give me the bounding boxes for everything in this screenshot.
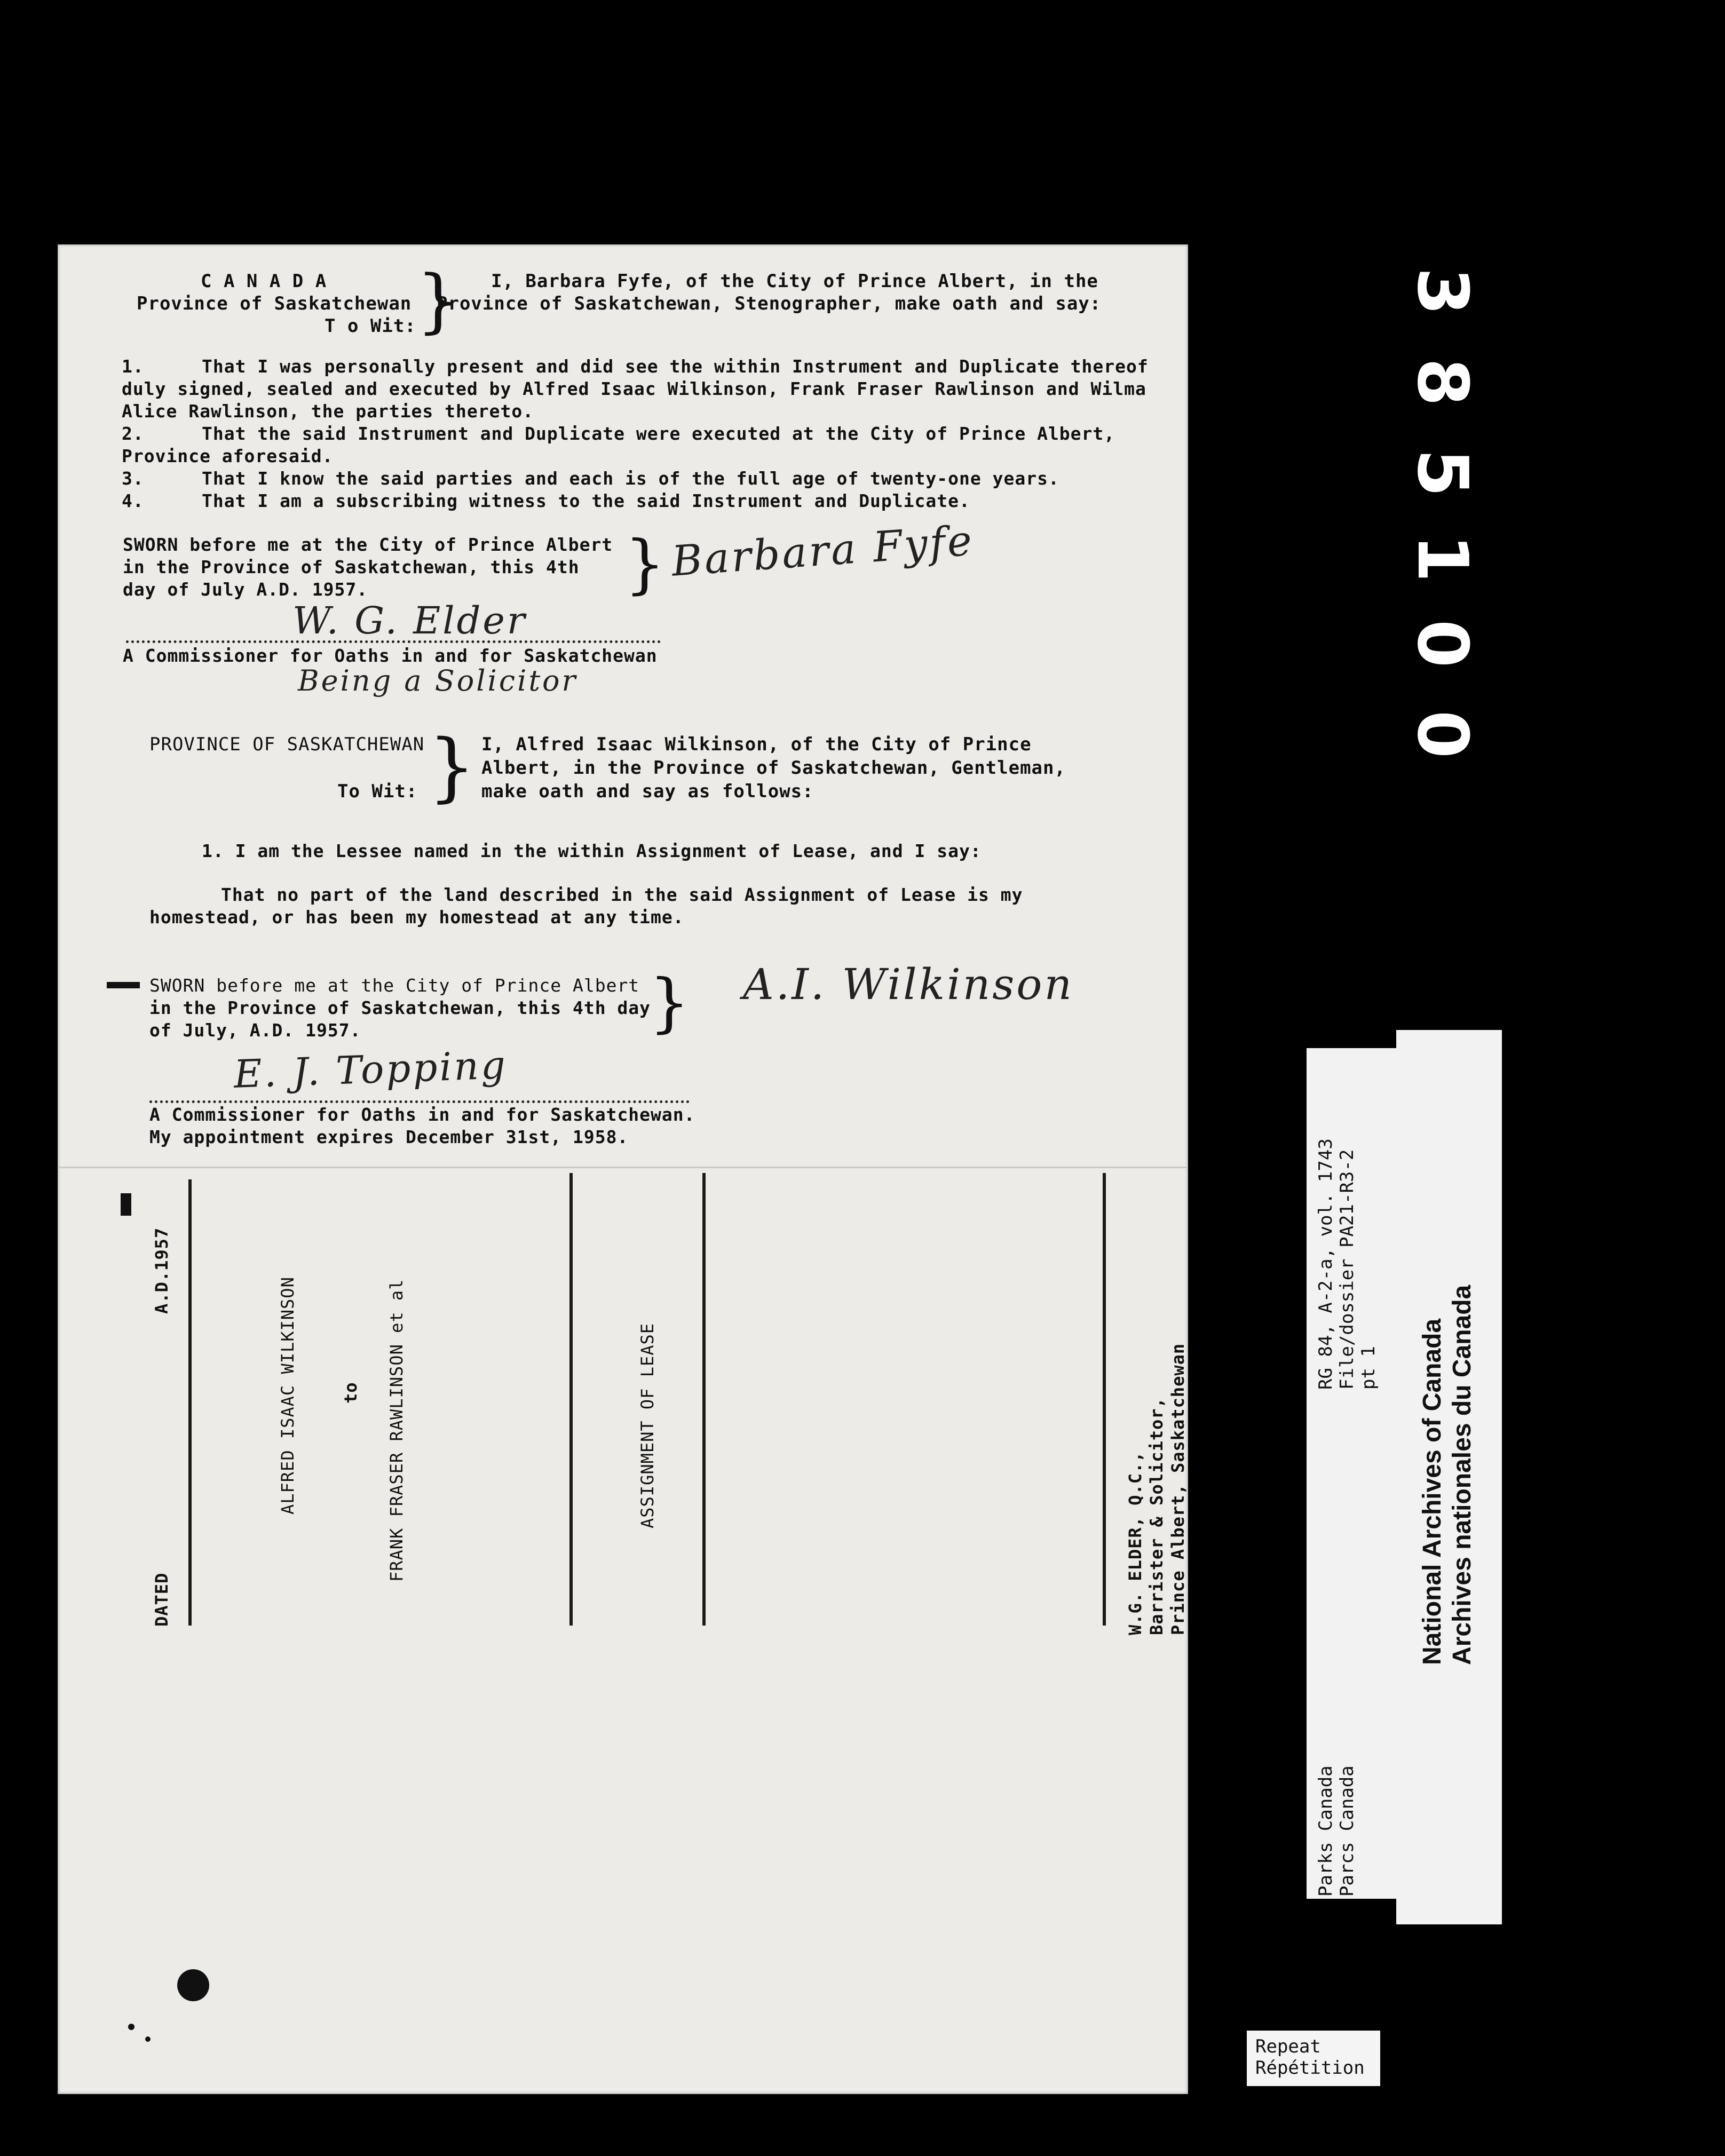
jurat-line: in the Province of Saskatchewan, this 4th day <box>149 997 651 1018</box>
ink-spot <box>128 2024 134 2030</box>
item-number: 4. <box>122 490 144 511</box>
commissioner-line: A Commissioner for Oaths in and for Saskatchewan. <box>149 1104 695 1125</box>
brace: } <box>428 724 476 811</box>
commissioner-signature: W. G. Elder <box>292 599 527 643</box>
handwritten-note: Being a Solicitor <box>298 664 578 697</box>
commissioner-signature: E. J. Topping <box>233 1042 509 1097</box>
item-text: That I know the said parties and each is of the full age of twenty-one years. <box>202 468 1059 489</box>
backer-party-2: FRANK FRASER RAWLINSON et al <box>386 1279 407 1582</box>
repeat-label <box>1247 2031 1380 2086</box>
frame-digit: 0 <box>1402 619 1483 668</box>
column-rule <box>1103 1173 1106 1626</box>
frame-digit: 8 <box>1402 358 1483 407</box>
affidavit-document <box>58 244 1188 2094</box>
backer-year: A.D.1957 <box>152 1227 172 1314</box>
margin-mark <box>121 1193 131 1216</box>
agency-line: Parcs Canada <box>1336 1765 1358 1897</box>
brace: } <box>624 527 666 601</box>
deponent-line: I, Alfred Isaac Wilkinson, of the City of Prince <box>481 734 1032 755</box>
frame-digit: 3 <box>1402 267 1483 316</box>
nac-line: Archives nationales du Canada <box>1448 1285 1476 1665</box>
backer-to: to <box>341 1382 361 1404</box>
backer-solicitor-line: Prince Albert, Saskatchewan <box>1168 1343 1188 1635</box>
jurisdiction-country: C A N A D A <box>201 271 327 292</box>
reference-line: File/dossier PA21-R3-2 <box>1336 1149 1358 1390</box>
commissioner-line: A Commissioner for Oaths in and for Saskatchewan <box>123 645 658 666</box>
column-rule <box>188 1179 192 1626</box>
item-text: That I am a subscribing witness to the said Instrument and Duplicate. <box>202 490 970 511</box>
backer-dated: DATED <box>152 1572 172 1627</box>
item-text: 1. I am the Lessee named in the within Assignment of Lease, and I say: <box>202 841 982 861</box>
item-text: That I was personally present and did see the within Instrument and Duplicate thereof <box>202 356 1149 377</box>
ink-spot <box>145 2036 151 2042</box>
fold-line <box>58 1167 1188 1168</box>
item-text: That the said Instrument and Duplicate were executed at the City of Prince Albert, <box>202 423 1115 444</box>
frame-digit: 5 <box>1402 448 1483 497</box>
reference-line: RG 84, A-2-a, vol. 1743 <box>1315 1138 1336 1390</box>
jurat-line: of July, A.D. 1957. <box>149 1020 361 1041</box>
repeat-text-fr: Répétition <box>1255 2057 1365 2079</box>
archive-reference-label <box>1307 1048 1396 1899</box>
margin-mark <box>107 982 140 988</box>
backer-document-title: ASSIGNMENT OF LEASE <box>637 1322 658 1528</box>
commissioner-expiry: My appointment expires December 31st, 1958. <box>149 1127 629 1147</box>
frame-digit: 1 <box>1402 534 1483 583</box>
repeat-text: Repeat <box>1255 2036 1321 2057</box>
paragraph-line: That no part of the land described in the said Assignment of Lease is my <box>221 884 1023 905</box>
deponent-line: Albert, in the Province of Saskatchewan, Gentleman, <box>481 757 1066 779</box>
to-wit: To Wit: <box>337 781 418 802</box>
item-number: 3. <box>122 468 144 489</box>
item-text: duly signed, sealed and executed by Alfred Isaac Wilkinson, Frank Fraser Rawlinson and Wilma <box>122 378 1146 399</box>
deponent-line: make oath and say as follows: <box>481 781 814 802</box>
deponent-line-2: Province of Saskatchewan, Stenographer, make oath and say: <box>437 293 1102 314</box>
item-number: 2. <box>122 423 144 444</box>
item-text: Alice Rawlinson, the parties thereto. <box>122 401 534 422</box>
column-rule <box>702 1173 706 1626</box>
backer-party-1: ALFRED ISAAC WILKINSON <box>278 1277 298 1515</box>
item-number: 1. <box>122 356 144 377</box>
deponent-line-1: I, Barbara Fyfe, of the City of Prince Albert, in the <box>491 271 1098 292</box>
deponent-signature: Barbara Fyfe <box>670 517 976 586</box>
backer-solicitor-line: W.G. ELDER, Q.C., <box>1125 1451 1145 1635</box>
nac-line: National Archives of Canada <box>1418 1318 1446 1665</box>
backer-solicitor-line: Barrister & Solicitor, <box>1146 1397 1167 1635</box>
jurisdiction-province: PROVINCE OF SASKATCHEWAN <box>149 734 425 755</box>
jurat-line: day of July A.D. 1957. <box>123 579 368 600</box>
jurat-line: in the Province of Saskatchewan, this 4th <box>123 557 580 577</box>
brace: } <box>649 966 690 1040</box>
frame-digit: 0 <box>1402 710 1483 759</box>
agency-line: Parks Canada <box>1315 1765 1336 1897</box>
ink-spot <box>177 1969 209 2001</box>
frame-number <box>1402 251 1483 800</box>
item-text: Province aforesaid. <box>122 446 334 466</box>
deponent-signature: A.I. Wilkinson <box>743 960 1074 1009</box>
paragraph-line: homestead, or has been my homestead at any time. <box>149 907 684 928</box>
jurisdiction-province: Province of Saskatchewan <box>137 293 412 314</box>
to-wit: T o Wit: <box>325 315 416 337</box>
jurat-line: SWORN before me at the City of Prince Albert <box>123 534 613 555</box>
brace: } <box>416 260 461 341</box>
column-rule <box>569 1173 573 1626</box>
reference-line: pt 1 <box>1358 1346 1379 1390</box>
national-archives-label <box>1396 1030 1502 1924</box>
jurat-line: SWORN before me at the City of Prince Albert <box>149 975 640 996</box>
signature-line <box>149 1100 690 1103</box>
